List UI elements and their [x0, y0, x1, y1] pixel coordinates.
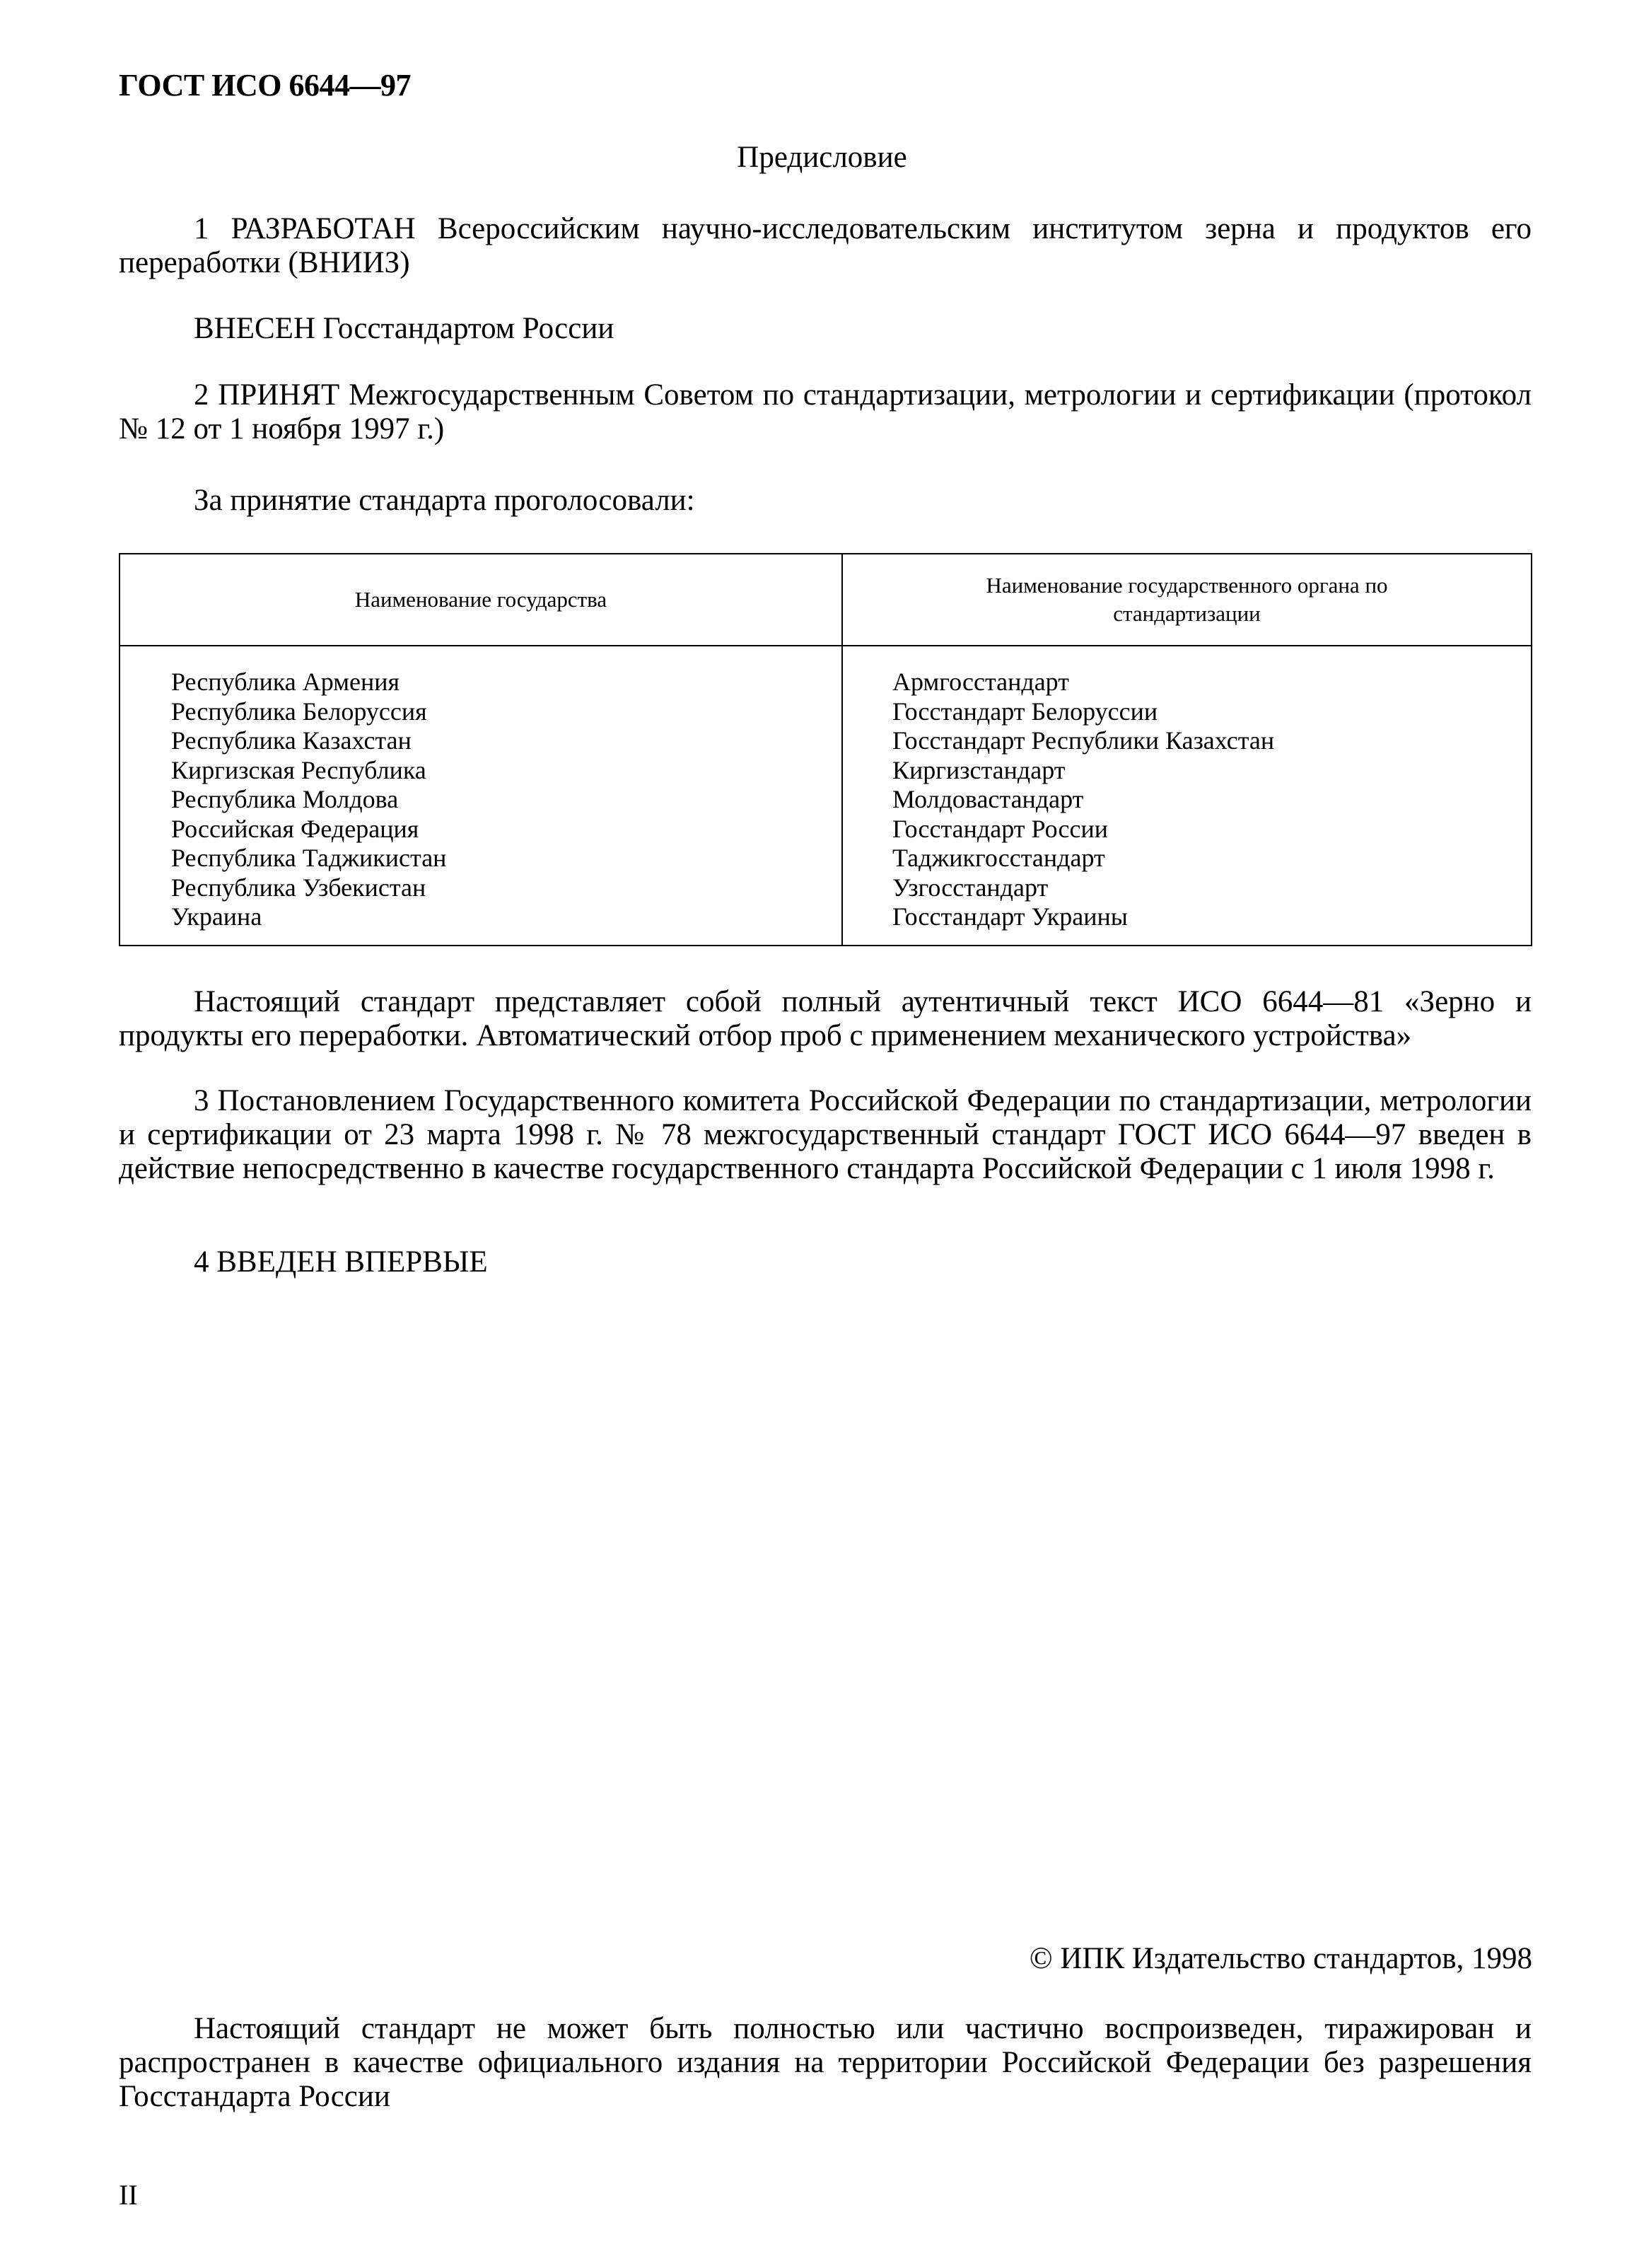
introduced-by-line: ВНЕСЕН Госстандартом России [194, 312, 614, 345]
state-name: Киргизская Республика [171, 755, 426, 784]
foreword-item-1: 1 РАЗРАБОТАН Всероссийским научно-исследовательским институтом зерна и продуктов его переработки (ВНИИЗ) [119, 212, 1532, 279]
state-name: Республика Армения [171, 668, 400, 696]
standards-body-name: Госстандарт Украины [892, 902, 1128, 931]
standards-body-name: Узгосстандарт [892, 873, 1049, 902]
foreword-title: Предисловие [737, 141, 907, 174]
standards-body-name: Молдовастандарт [892, 785, 1084, 813]
standards-body-name: Армгосстандарт [892, 668, 1069, 696]
foreword-item-2: 2 ПРИНЯТ Межгосударственным Советом по стандартизации, метрологии и сертификации (протокол № 12 от 1 ноября 1997 г.) [119, 378, 1532, 446]
state-name: Украина [171, 902, 262, 931]
column-header-state: Наименование государства [119, 554, 842, 646]
state-list-cell [119, 646, 842, 946]
document-code-header: ГОСТ ИСО 6644—97 [119, 68, 412, 103]
state-name: Российская Федерация [171, 814, 419, 843]
authentic-text-paragraph: Настоящий стандарт представляет собой полный аутентичный текст ИСО 6644—81 «Зерно и продукты его переработки. Автоматический отбор проб с применением механического устройства» [119, 985, 1532, 1052]
state-name: Республика Белоруссия [171, 697, 427, 726]
table-header-row [119, 554, 1532, 646]
standards-body-name: Госстандарт Республики Казахстан [892, 726, 1275, 755]
state-name: Республика Молдова [171, 785, 399, 813]
foreword-item-3: 3 Постановлением Государственного комитета Российской Федерации по стандартизации, метрологии и сертификации от 23 марта 1998 г. № 78 межгосударственный стандарт ГОСТ ИСО 6644—97 введен в действие непосредственно в качестве государственного стандарта Российской Федерации с 1 июля 1998 г. [119, 1084, 1532, 1185]
standards-body-list-cell [842, 646, 1532, 946]
standards-body-name: Госстандарт Белоруссии [892, 697, 1158, 726]
standards-body-name: Таджикгосстандарт [892, 844, 1105, 872]
column-header-standards-body: Наименование государственного органа по стандартизации [842, 554, 1532, 646]
standards-body-name: Госстандарт России [892, 814, 1108, 843]
state-name: Республика Казахстан [171, 726, 412, 755]
voted-intro-line: За принятие стандарта проголосовали: [194, 484, 695, 517]
reproduction-restriction-notice: Настоящий стандарт не может быть полностью или частично воспроизведен, тиражирован и распространен в качестве официального издания на территории Российской Федерации без разрешения Госстандарта России [119, 2012, 1532, 2113]
standards-body-name: Киргизстандарт [892, 755, 1066, 784]
voting-table [119, 553, 1532, 946]
page-number: II [119, 2179, 138, 2211]
table-body-row [119, 646, 1532, 946]
copyright-notice: © ИПК Издательство стандартов, 1998 [1029, 1942, 1532, 1975]
state-name: Республика Узбекистан [171, 873, 426, 902]
foreword-item-4: 4 ВВЕДЕН ВПЕРВЫЕ [194, 1245, 488, 1279]
state-name: Республика Таджикистан [171, 844, 447, 872]
